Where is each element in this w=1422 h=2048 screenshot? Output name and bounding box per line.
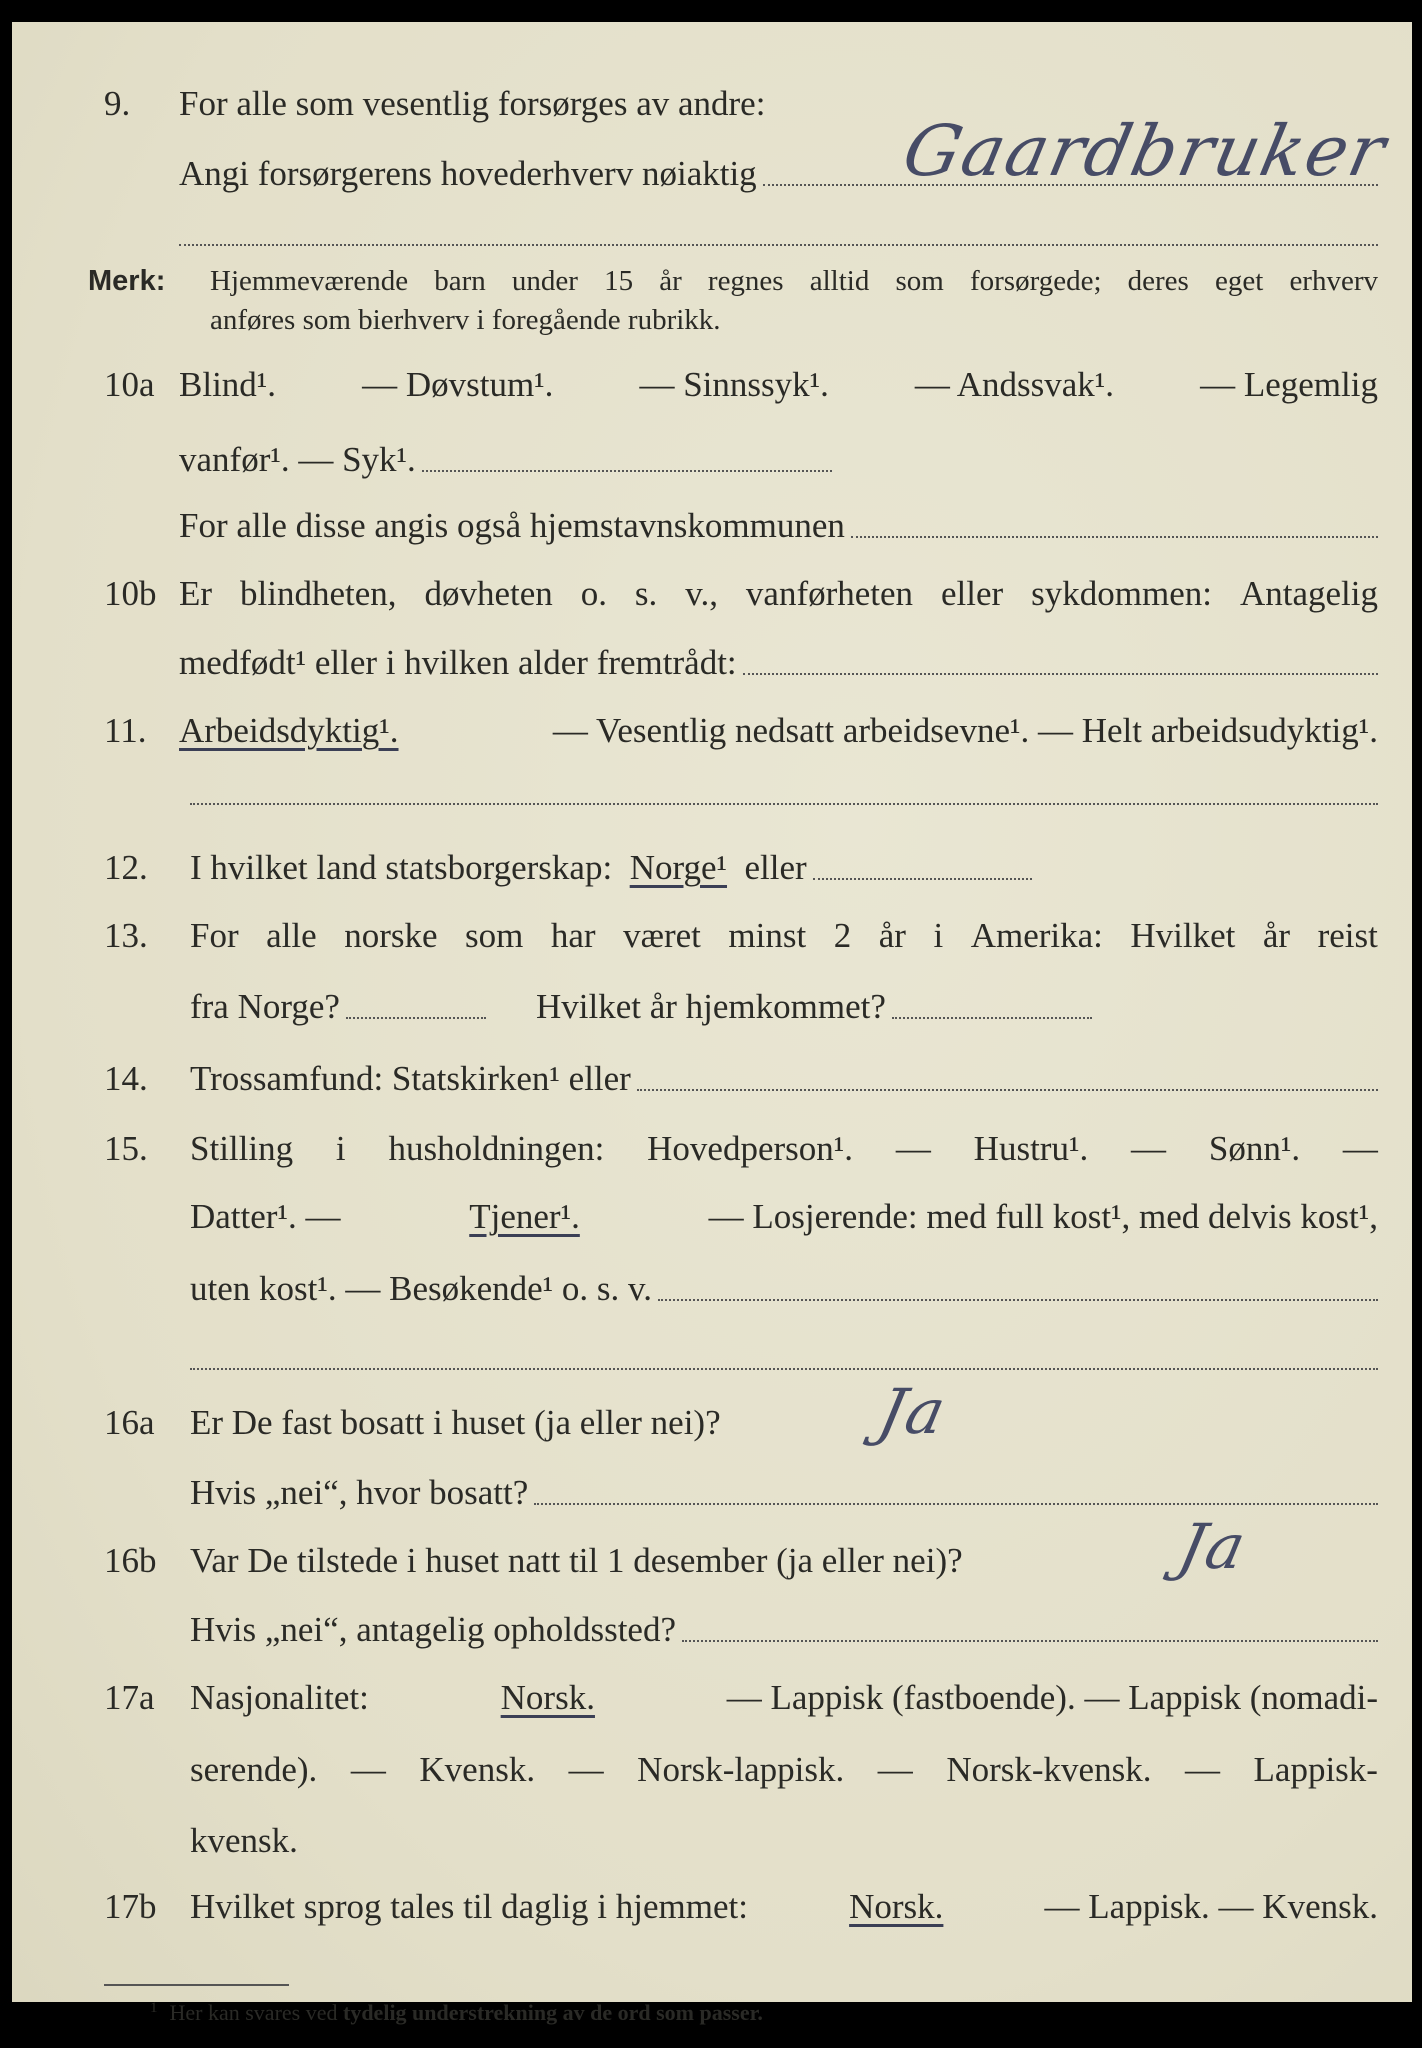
- q10b-prompt: medfødt¹ eller i hvilken alder fremtrådt:: [179, 643, 737, 682]
- q12-line: [0, 846, 1422, 890]
- q15-number: 15.: [104, 1129, 148, 1168]
- merk-line1: [0, 259, 1422, 303]
- hjemstavn-prompt: For alle disse angis også hjemstavnskommunen: [179, 506, 845, 545]
- q17a-line1: [0, 1676, 1422, 1720]
- q15-line1: [0, 1127, 1422, 1171]
- word: Hovedperson¹.: [647, 1129, 854, 1168]
- q13-number: 13.: [104, 916, 148, 955]
- merk-label: Merk:: [88, 265, 166, 297]
- word: Norsk-lappisk.: [637, 1750, 845, 1789]
- q10b-line2: [0, 641, 1422, 685]
- q9-blank-line[interactable]: [179, 244, 1378, 246]
- q10a-line2: [0, 438, 1422, 482]
- merk-text-2: anføres som bierhverv i foregående rubrikk.: [210, 304, 721, 336]
- word: erhverv: [1289, 265, 1378, 297]
- word: i: [335, 1129, 346, 1168]
- q11-line: [0, 709, 1422, 753]
- q17a-line2: [0, 1748, 1422, 1792]
- q17a-number: 17a: [104, 1678, 155, 1717]
- word: sykdommen:: [1031, 574, 1212, 613]
- footnote-bold-text: tydelig understrekning av de ord som passer.: [343, 2000, 763, 2025]
- q16b-number: 16b: [104, 1541, 157, 1580]
- word: været: [623, 916, 701, 955]
- q11-number: 11.: [104, 711, 147, 750]
- word: år: [659, 265, 682, 297]
- footnote-text: Her kan svares ved: [169, 2000, 338, 2025]
- q16a-answer-handwritten[interactable]: Ja: [872, 1375, 954, 1448]
- option-andssvak[interactable]: — Andssvak¹.: [914, 365, 1115, 404]
- word: o.: [580, 574, 607, 613]
- q11-blank-line[interactable]: [190, 803, 1378, 805]
- word: deres: [1127, 265, 1189, 297]
- word: eget: [1214, 265, 1264, 297]
- q16b-line2: [0, 1608, 1422, 1652]
- word: alle: [266, 916, 317, 955]
- option-uten-kost-besokende[interactable]: uten kost¹. — Besøkende¹ o. s. v.: [190, 1269, 653, 1308]
- q13-reist-prompt: fra Norge?: [190, 987, 340, 1026]
- word: Er: [179, 574, 213, 613]
- q16b-answer-handwritten[interactable]: Ja: [1172, 1510, 1254, 1583]
- option-norsk-language-selected[interactable]: Norsk.: [849, 1887, 944, 1926]
- option-legemlig[interactable]: — Legemlig: [1200, 365, 1378, 404]
- word: har: [550, 916, 596, 955]
- word: Hjemmeværende: [210, 265, 409, 297]
- footnote-mark: 1: [150, 2000, 158, 2016]
- q13-text: [190, 914, 1378, 958]
- word: v.,: [685, 574, 718, 613]
- q9-label: For alle som vesentlig forsørges av andre:: [179, 84, 766, 123]
- q15-line2: [0, 1195, 1422, 1239]
- word: husholdningen:: [388, 1129, 605, 1168]
- word: norske: [344, 916, 438, 955]
- word: 15: [604, 265, 634, 297]
- option-vanfor-syk[interactable]: vanfør¹. — Syk¹.: [179, 440, 416, 479]
- options-nationality[interactable]: [190, 1748, 1378, 1792]
- word: barn: [434, 265, 486, 297]
- word: blindheten,: [240, 574, 397, 613]
- q10a-number: 10a: [104, 365, 155, 404]
- q14-line: [0, 1057, 1422, 1101]
- word: —: [568, 1750, 604, 1789]
- word: minst: [728, 916, 807, 955]
- option-norge-selected[interactable]: Norge¹: [629, 848, 728, 887]
- word: alltid: [809, 265, 870, 297]
- q12-prompt: I hvilket land statsborgerskap:: [190, 848, 613, 887]
- q17b-number: 17b: [104, 1887, 157, 1926]
- word: —: [1131, 1129, 1167, 1168]
- word: år: [878, 916, 906, 955]
- word: —: [350, 1750, 386, 1789]
- word: —: [877, 1750, 913, 1789]
- q16b-nei-prompt: Hvis „nei“, antagelig opholdssted?: [190, 1610, 676, 1649]
- option-other-languages[interactable]: — Lappisk. — Kvensk.: [1044, 1887, 1378, 1926]
- word: 2: [833, 916, 852, 955]
- word: reist: [1317, 916, 1378, 955]
- word: Antagelig: [1239, 574, 1378, 613]
- word: s.: [634, 574, 658, 613]
- word: Norsk-kvensk.: [946, 1750, 1152, 1789]
- word: —: [1342, 1129, 1378, 1168]
- word: Lappisk-: [1253, 1750, 1378, 1789]
- q17a-line3: [0, 1819, 1422, 1863]
- q12-eller: eller: [744, 848, 807, 887]
- q12-number: 12.: [104, 848, 148, 887]
- option-losjerende[interactable]: — Losjerende: med full kost¹, med delvis kost¹,: [708, 1197, 1378, 1236]
- q14-prompt: Trossamfund: Statskirken¹ eller: [190, 1059, 631, 1098]
- q17b-line: [0, 1885, 1422, 1929]
- footnote-rule: [104, 1984, 289, 1986]
- word: år: [1262, 916, 1291, 955]
- word: Stilling: [190, 1129, 294, 1168]
- q13-line2: [0, 985, 1422, 1029]
- q14-number: 14.: [104, 1059, 148, 1098]
- merk-text: [210, 259, 1378, 303]
- merk-line2: [0, 298, 1422, 342]
- q16a-line1: [0, 1401, 1422, 1445]
- q16b-prompt: Var De tilstede i huset natt til 1 desember (ja eller nei)?: [190, 1541, 963, 1580]
- q17b-prompt: Hvilket sprog tales til daglig i hjemmet:: [190, 1887, 748, 1926]
- q10a-line3: [0, 504, 1422, 548]
- word: eller: [941, 574, 1004, 613]
- q16a-number: 16a: [104, 1403, 155, 1442]
- option-lappisk-kvensk[interactable]: kvensk.: [190, 1821, 298, 1860]
- word: Hustru¹.: [973, 1129, 1089, 1168]
- word: Kvensk.: [419, 1750, 536, 1789]
- option-sinnssyk[interactable]: — Sinnssyk¹.: [639, 365, 829, 404]
- word: under: [511, 265, 578, 297]
- word: —: [895, 1129, 931, 1168]
- q16a-nei-prompt: Hvis „nei“, hvor bosatt?: [190, 1473, 529, 1512]
- word: Sønn¹.: [1208, 1129, 1301, 1168]
- q17a-prompt: Nasjonalitet:: [190, 1678, 369, 1717]
- q10b-line1: [0, 572, 1422, 616]
- q13-line1: [0, 914, 1422, 958]
- q13-hjemkommet-prompt: Hvilket år hjemkommet?: [535, 987, 886, 1026]
- word: serende).: [190, 1750, 318, 1789]
- q10b-text: [179, 572, 1378, 616]
- word: som: [895, 265, 944, 297]
- q9-prompt: Angi forsørgerens hovederhverv nøiaktig: [179, 154, 757, 193]
- q10b-number: 10b: [104, 574, 157, 613]
- option-lappisk[interactable]: — Lappisk (fastboende). — Lappisk (nomadi-: [726, 1678, 1378, 1717]
- q16a-prompt: Er De fast bosatt i huset (ja eller nei)?: [190, 1403, 721, 1442]
- footnote: [150, 2000, 763, 2026]
- option-dovstum[interactable]: — Døvstum¹.: [362, 365, 554, 404]
- option-tjener-selected[interactable]: Tjener¹.: [469, 1197, 580, 1236]
- q15-blank-line[interactable]: [190, 1368, 1378, 1370]
- word: i: [933, 916, 944, 955]
- word: regnes: [707, 265, 784, 297]
- option-norsk-selected[interactable]: Norsk.: [500, 1678, 595, 1717]
- word: Hvilket: [1130, 916, 1236, 955]
- q15-line3: [0, 1267, 1422, 1311]
- word: forsørgede;: [969, 265, 1102, 297]
- word: Amerika:: [970, 916, 1103, 955]
- word: For: [190, 916, 239, 955]
- q9-number: 9.: [104, 84, 131, 123]
- word: —: [1185, 1750, 1220, 1789]
- word: døvheten: [424, 574, 553, 613]
- q15-text: [190, 1127, 1378, 1171]
- word: som: [465, 916, 524, 955]
- q10a-line1: [0, 363, 1422, 407]
- option-datter[interactable]: Datter¹. —: [190, 1197, 341, 1236]
- q9-answer-handwritten[interactable]: Gaardbruker: [896, 110, 1395, 192]
- option-other-workability[interactable]: — Vesentlig nedsatt arbeidsevne¹. — Helt arbeidsudyktig¹.: [552, 711, 1378, 750]
- option-arbeidsdyktig-selected[interactable]: Arbeidsdyktig¹.: [179, 711, 399, 750]
- q16a-line2: [0, 1471, 1422, 1515]
- option-blind[interactable]: Blind¹.: [179, 365, 277, 404]
- word: vanførheten: [745, 574, 914, 613]
